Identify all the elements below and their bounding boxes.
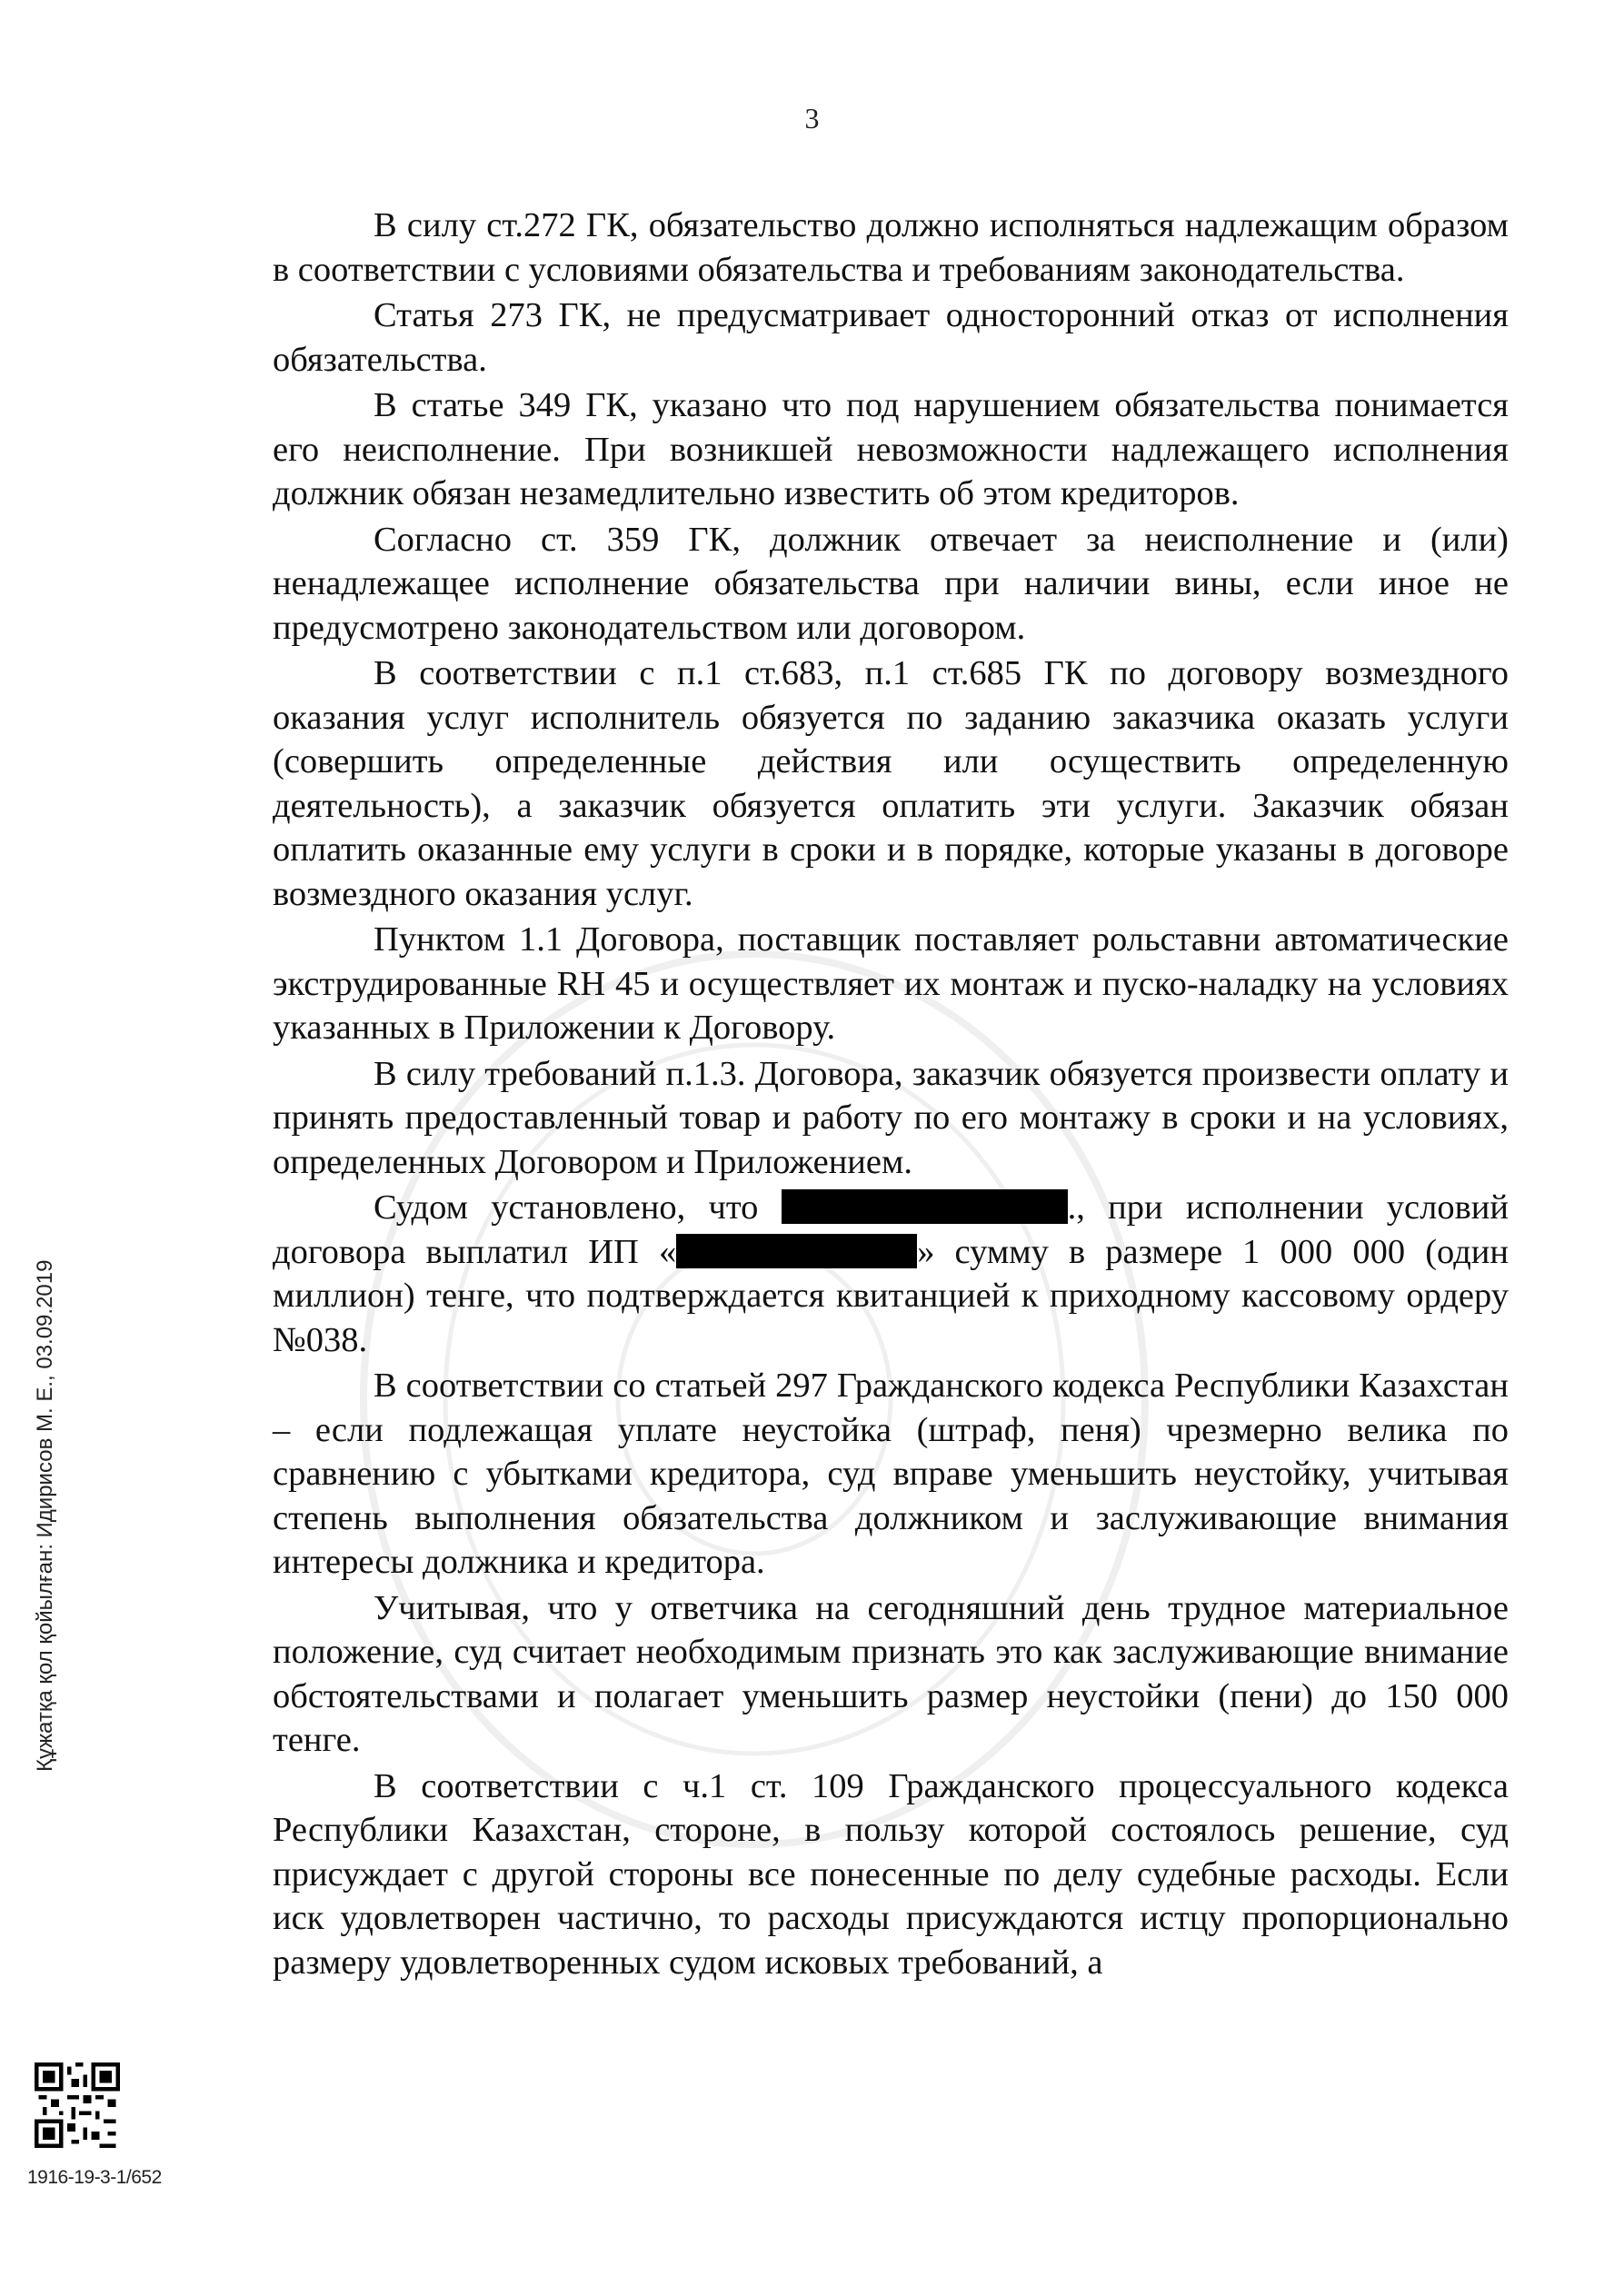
paragraph-art-359: Согласно ст. 359 ГК, должник отвечает за неисполнение и (или) ненадлежащее исполнение обязательства при наличии вины, если иное не предусмотрено законодательством или договором. [273, 520, 1509, 647]
paragraph-art-349: В статье 349 ГК, указано что под нарушением обязательства понимается его неисполнение. При возникшей невозможности надлежащего исполнения должник обязан незамедлительно известить об этом кредиторов. [273, 386, 1509, 512]
finding-text-middle: ., при исполнении условий договора выплатил ИП « [273, 1188, 1509, 1271]
paragraph-penalty-reduction: Учитывая, что у ответчика на сегодняшний день трудное материальное положение, суд считает необходимым признать это как заслуживающие внимание обстоятельствами и полагает уменьшить размер неустойки (пени) до 150 000 тенге. [273, 1588, 1509, 1759]
paragraph-art-272: В силу ст.272 ГК, обязательство должно исполняться надлежащим образом в соответствии с условиями обязательства и требованиям законодательства. [273, 206, 1509, 289]
paragraph-contract-1-1: Пунктом 1.1 Договора, поставщик поставляет рольставни автоматические экструдированные RH 45 и осуществляет их монтаж и пуско-наладку на условиях указанных в Приложении к Договору. [273, 920, 1509, 1047]
paragraph-art-297: В соответствии со статьей 297 Гражданского кодекса Республики Казахстан – если подлежащая уплате неустойка (штраф, пеня) чрезмерно велика по сравнению с убытками кредитора, суд вправе уменьшить неустойку, учитывая степень выполнения обязательства должником и заслуживающие внимания интересы должника и кредитора. [273, 1367, 1509, 1581]
finding-text-start: Судом установлено, что [374, 1188, 782, 1227]
qr-code [35, 2062, 120, 2148]
document-code: 1916-19-3-1/652 [27, 2167, 162, 2188]
redaction-block [782, 1189, 1068, 1224]
redaction-block [676, 1234, 917, 1268]
paragraph-art-683-685: В соответствии с п.1 ст.683, п.1 ст.685 ГК по договору возмездного оказания услуг исполнитель обязуется по заданию заказчика оказать услуги (совершить определенные действия или осуществить определенную деятельность), а заказчик обязуется оплатить эти услуги. Заказчик обязан оплатить оказанные ему услуги в сроки и в порядке, которые указаны в договоре возмездного оказания услуг. [273, 654, 1509, 913]
paragraph-art-273: Статья 273 ГК, не предусматривает односторонний отказ от исполнения обязательства. [273, 296, 1509, 379]
page-number: 3 [804, 102, 820, 134]
finding-text-end: » сумму в размере 1 000 000 (один миллион) тенге, что подтверждается квитанцией к приходному кассовому ордеру №038. [273, 1232, 1509, 1359]
paragraph-contract-1-3: В силу требований п.1.3. Договора, заказчик обязуется произвести оплату и принять предоставленный товар и работу по его монтажу в сроки и на условиях, определенных Договором и Приложением. [273, 1054, 1509, 1181]
signature-note: Құжатқа қол қойылған: Идирисов М. Е., 03.09.2019 [33, 1259, 57, 1772]
document-body [273, 204, 1509, 1986]
paragraph-art-109: В соответствии с ч.1 ст. 109 Гражданского процессуального кодекса Республики Казахстан, стороне, в пользу которой состоялось решение, суд присуждает с другой стороны все понесенные по делу судебные расходы. Если иск удовлетворен частично, то расходы присуждаются истцу пропорционально размеру удовлетворенных судом исковых требований, а [273, 1766, 1509, 1982]
paragraph-court-finding [273, 1186, 1509, 1362]
